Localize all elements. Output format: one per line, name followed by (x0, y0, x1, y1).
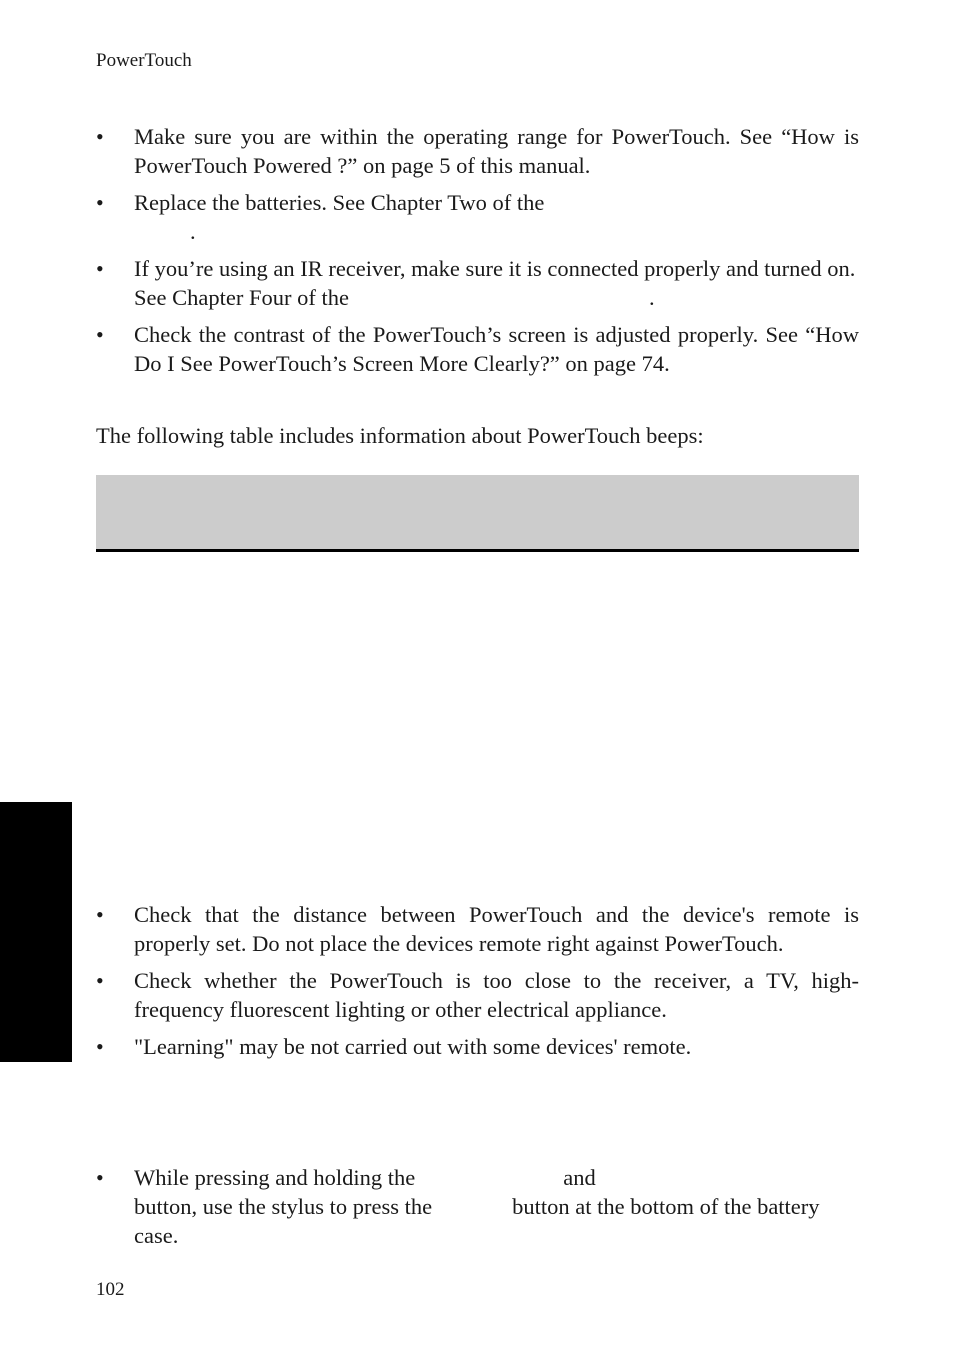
list-item (96, 320, 859, 378)
list-item-text: Check that the distance between PowerTouch and the device's remote is properly set. Do not place the devices remote right against PowerTouch. (134, 902, 859, 956)
list-item (96, 1032, 859, 1061)
list-item-text: Check the contrast of the PowerTouch’s screen is adjusted properly. See “How Do I See PowerTouch’s Screen More Clearly?” on page 74. (134, 322, 859, 376)
troubleshooting-list-1 (96, 122, 859, 378)
troubleshooting-list-3 (96, 1163, 859, 1250)
list-item-tail: . (648, 285, 655, 310)
list-item (96, 254, 859, 312)
list-item-text: If you’re using an IR receiver, make sure it is connected properly and turned on. See Chapter Four of the (134, 256, 856, 310)
list-item-text: While pressing and holding the (134, 1165, 416, 1190)
list-item-text: "Learning" may be not carried out with some devices' remote. (134, 1034, 692, 1059)
list-item-text: button, use the stylus to press the (134, 1194, 433, 1219)
list-item (96, 966, 859, 1024)
list-item (96, 122, 859, 180)
table-header-band (96, 475, 859, 552)
list-item-text: Replace the batteries. See Chapter Two of the (134, 190, 545, 215)
list-item-text: and (563, 1165, 596, 1190)
list-item (96, 900, 859, 958)
list-item-tail: . (190, 219, 196, 244)
list-item-text: Make sure you are within the operating range for PowerTouch. See “How is PowerTouch Powered ?” on page 5 of this manual. (134, 124, 859, 178)
chapter-side-tab (0, 802, 72, 1062)
list-item-text: button at the bottom of the battery case. (134, 1194, 820, 1248)
list-item (96, 1163, 859, 1250)
troubleshooting-list-2 (96, 900, 859, 1061)
page-number: 102 (96, 1279, 125, 1300)
list-item (96, 188, 859, 246)
intro-paragraph: The following table includes information about PowerTouch beeps: (96, 423, 704, 448)
running-header: PowerTouch (96, 50, 192, 71)
list-item-text: Check whether the PowerTouch is too close to the receiver, a TV, high-frequency fluorescent lighting or other electrical appliance. (134, 968, 859, 1022)
